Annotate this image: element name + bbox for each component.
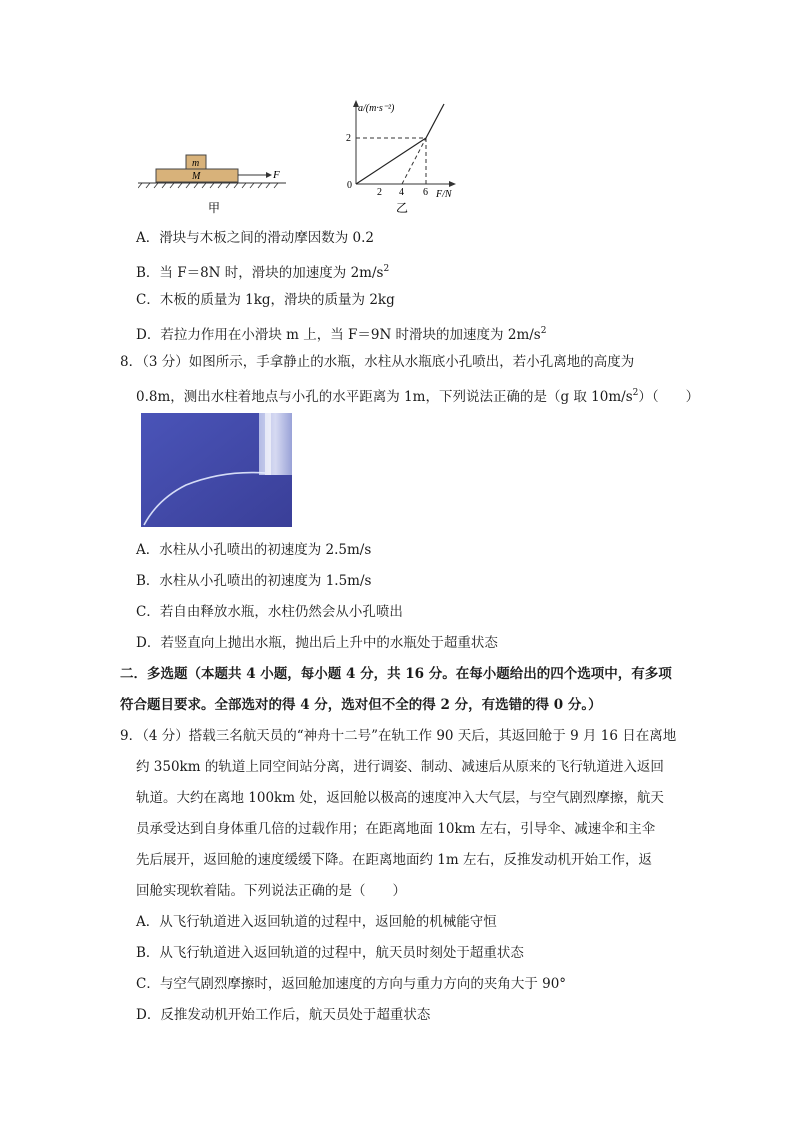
caption-jia: 甲 bbox=[208, 201, 221, 215]
q8-option-b: B．水柱从小孔喷出的初速度为 1.5m/s bbox=[136, 573, 372, 589]
figure-yi bbox=[340, 98, 470, 218]
q7-option-d-text: D．若拉力作用在小滑块 m 上，当 F＝9N 时滑块的加速度为 2m/s bbox=[136, 327, 541, 343]
section2-header-line2: 符合题目要求。全部选对的得 4 分，选对但不全的得 2 分，有选错的得 0 分。） bbox=[120, 697, 602, 713]
q8-stem-line2-a: 0.8m，测出水柱着地点与小孔的水平距离为 1m，下列说法正确的是（g 取 10m/s bbox=[136, 389, 633, 405]
q7-option-b bbox=[136, 260, 389, 282]
q9-stem-line: 员承受达到自身体重几倍的过载作用；在距离地面 10km 左右，引导伞、减速伞和主伞 bbox=[136, 821, 656, 837]
block-m-label: m bbox=[192, 158, 200, 169]
y-axis-label: a/(m·s⁻²) bbox=[358, 103, 395, 114]
caption-yi: 乙 bbox=[396, 201, 409, 215]
q8-option-c: C．若自由释放水瓶，水柱仍然会从小孔喷出 bbox=[136, 604, 403, 620]
q8-stem-line2-b: ）（ ） bbox=[638, 389, 700, 405]
figure-jia bbox=[138, 150, 288, 220]
q9-option-b: B．从飞行轨道进入返回轨道的过程中，航天员时刻处于超重状态 bbox=[136, 945, 524, 961]
q9-option-d: D．反推发动机开始工作后，航天员处于超重状态 bbox=[136, 1007, 431, 1023]
graph-segment-2 bbox=[426, 104, 444, 138]
q9-stem-line: 先后展开，返回舱的速度缓缓下降。在距离地面约 1m 左右，反推发动机开始工作，返 bbox=[136, 852, 652, 868]
board-M-label: M bbox=[192, 171, 201, 182]
graph-segment-1 bbox=[356, 138, 426, 184]
origin-label: 0 bbox=[347, 180, 352, 191]
q9-stem-line: 回舱实现软着陆。下列说法正确的是（ ） bbox=[136, 883, 406, 899]
q9-option-c: C．与空气剧烈摩擦时，返回舱加速度的方向与重力方向的夹角大于 90° bbox=[136, 976, 567, 992]
force-label: F bbox=[273, 169, 280, 181]
bottle bbox=[259, 413, 292, 475]
x-tick-label: 2 bbox=[377, 187, 382, 198]
y-tick-label: 2 bbox=[346, 133, 351, 144]
q7-option-d-sup: 2 bbox=[540, 326, 547, 336]
q7-option-b-sup: 2 bbox=[383, 264, 390, 274]
q8-stem-line2 bbox=[136, 384, 699, 406]
q9-stem-line: 约 350km 的轨道上同空间站分离，进行调姿、制动、减速后从原来的飞行轨道进入返回 bbox=[136, 759, 664, 775]
q8-stem-line2-sup: 2 bbox=[632, 388, 639, 398]
q8-option-a: A．水柱从小孔喷出的初速度为 2.5m/s bbox=[136, 542, 372, 558]
q7-option-c: C．木板的质量为 1kg，滑块的质量为 2kg bbox=[136, 292, 395, 308]
x-tick-label: 4 bbox=[399, 187, 404, 198]
water-bottle-photo bbox=[141, 413, 292, 527]
x-axis-label: F/N bbox=[436, 189, 452, 200]
q7-option-a: A．滑块与木板之间的滑动摩因数为 0.2 bbox=[136, 230, 375, 246]
q7-option-d bbox=[136, 322, 546, 344]
q9-stem-line: 9．（4 分）搭载三名航天员的“神舟十二号”在轨工作 90 天后，其返回舱于 9 月 16 日在离地 bbox=[120, 728, 677, 744]
q7-option-b-text: B．当 F＝8N 时，滑块的加速度为 2m/s bbox=[136, 265, 384, 281]
x-tick-label: 6 bbox=[423, 187, 428, 198]
dashed-extension bbox=[402, 138, 426, 184]
q9-option-a: A．从飞行轨道进入返回轨道的过程中，返回舱的机械能守恒 bbox=[136, 914, 497, 930]
q9-stem-line: 轨道。大约在离地 100km 处，返回舱以极高的速度冲入大气层，与空气剧烈摩擦，航天 bbox=[136, 790, 664, 806]
q8-stem-line1: 8．（3 分）如图所示，手拿静止的水瓶，水柱从水瓶底小孔喷出，若小孔离地的高度为 bbox=[120, 354, 635, 370]
q8-option-d: D．若竖直向上抛出水瓶，抛出后上升中的水瓶处于超重状态 bbox=[136, 635, 498, 651]
section2-header-line1: 二．多选题（本题共 4 小题，每小题 4 分，共 16 分。在每小题给出的四个选项中，有多项 bbox=[120, 666, 672, 682]
